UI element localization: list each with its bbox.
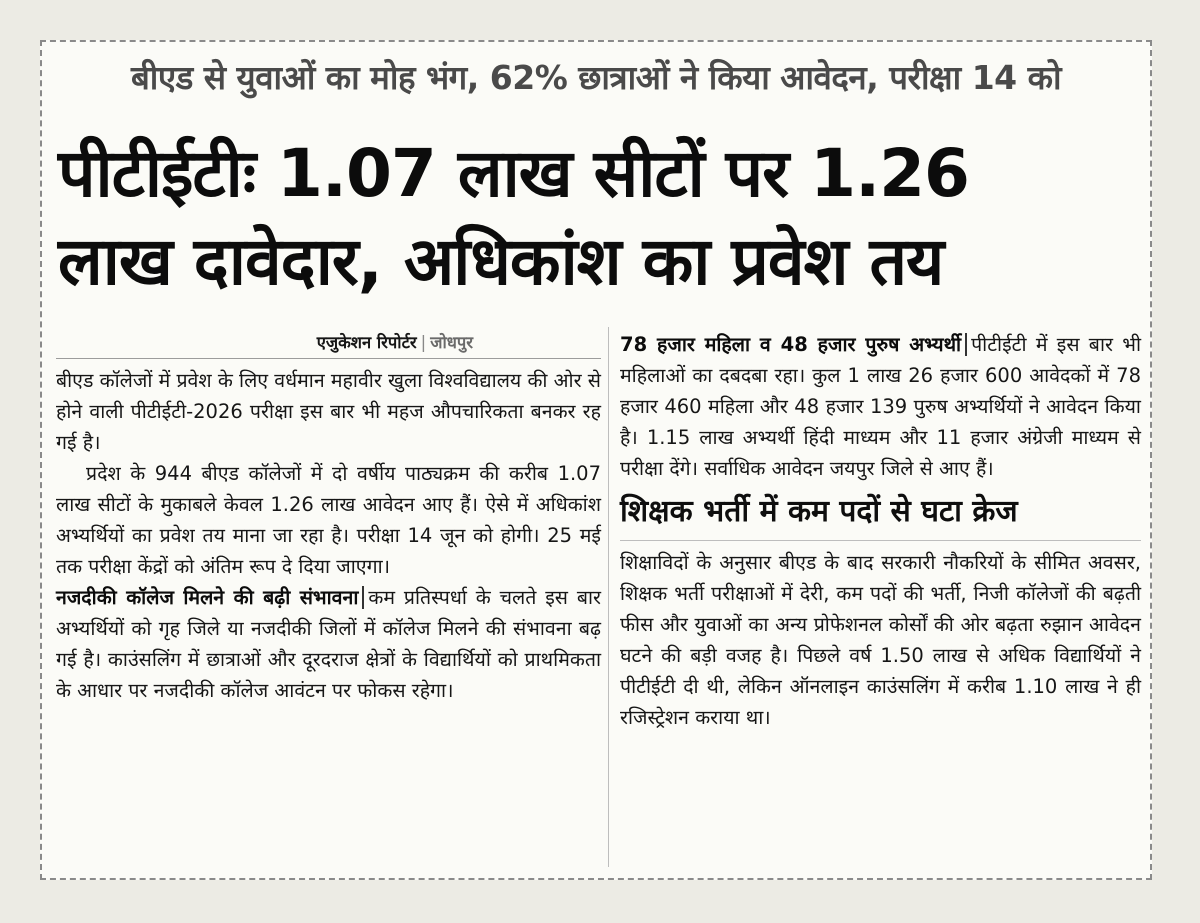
newspaper-clipping	[40, 40, 1152, 880]
paragraph-reasons: शिक्षाविदों के अनुसार बीएड के बाद सरकारी नौकरियों के सीमित अवसर, शिक्षक भर्ती परीक्षाओं में देरी, कम पदों की भर्ती, निजी कॉलेजों की बढ़ती फीस और युवाओं का अन्य प्रोफेशनल कोर्सों की ओर बढ़ता रुझान आवेदन घटने की बड़ी वजह है। पिछले वर्ष 1.50 लाख से अधिक विद्यार्थियों ने पीटीईटी दी थी, लेकिन ऑनलाइन काउंसलिंग में करीब 1.10 लाख ने ही रजिस्ट्रेशन कराया था।	[620, 551, 1141, 729]
paragraph-nearby-college-text: कम प्रतिस्पर्धा के चलते इस बार अभ्यर्थियों को गृह जिले या नजदीकी जिलों में कॉलेज मिलने की संभावना बढ़ गई है। काउंसलिंग में छात्राओं और दूरदराज क्षेत्रों के विद्यार्थियों को प्राथमिकता के आधार पर नजदीकी कॉलेज आवंटन पर फोकस रहेगा।	[56, 586, 601, 702]
subhead-applicants: 78 हजार महिला व 48 हजार पुरुष अभ्यर्थी	[620, 333, 967, 356]
paragraph-applicants	[620, 329, 1141, 484]
main-headline	[58, 130, 1134, 306]
article-column-right	[620, 329, 1141, 733]
kicker-headline: बीएड से युवाओं का मोह भंग, 62% छात्राओं ने किया आवेदन, परीक्षा 14 को	[130, 58, 1062, 97]
byline	[56, 327, 601, 359]
paragraph-seats: प्रदेश के 944 बीएड कॉलेजों में दो वर्षीय पाठ्यक्रम की करीब 1.07 लाख सीटों के मुकाबले केवल 1.26 लाख आवेदन आए हैं। ऐसे में अधिकांश अभ्यर्थियों का प्रवेश तय माना जा रहा है। परीक्षा 14 जून को होगी। 25 मई तक परीक्षा केंद्रों को अंतिम रूप दे दिया जाएगा।	[56, 462, 601, 578]
subhead-nearby-college: नजदीकी कॉलेज मिलने की बढ़ी संभावना	[56, 586, 364, 609]
article-column-left	[56, 327, 601, 706]
byline-city: जोधपुर	[430, 333, 473, 352]
paragraph-nearby-college	[56, 582, 601, 706]
column-divider	[608, 327, 609, 867]
byline-separator: |	[420, 333, 427, 352]
section-heading-teacher-recruitment: शिक्षक भर्ती में कम पदों से घटा क्रेज	[620, 490, 1141, 541]
paragraph-intro: बीएड कॉलेजों में प्रवेश के लिए वर्धमान महावीर खुला विश्वविद्यालय की ओर से होने वाली पीटीईटी-2026 परीक्षा इस बार भी महज औपचारिकता बनकर रह गई है।	[56, 369, 601, 454]
byline-reporter: एजुकेशन रिपोर्टर	[316, 333, 417, 352]
headline-line-1: पीटीईटीः 1.07 लाख सीटों पर 1.26	[58, 135, 969, 212]
paragraph-applicants-text: पीटीईटी में इस बार भी महिलाओं का दबदबा रहा। कुल 1 लाख 26 हजार 600 आवेदकों में 78 हजार 460 महिला और 48 हजार 139 पुरुष अभ्यर्थियों ने आवेदन किया है। 1.15 लाख अभ्यर्थी हिंदी माध्यम और 11 हजार अंग्रेजी माध्यम से परीक्षा देंगे। सर्वाधिक आवेदन जयपुर जिले से आए हैं।	[620, 333, 1142, 480]
headline-line-2: लाख दावेदार, अधिकांश का प्रवेश तय	[58, 223, 944, 300]
